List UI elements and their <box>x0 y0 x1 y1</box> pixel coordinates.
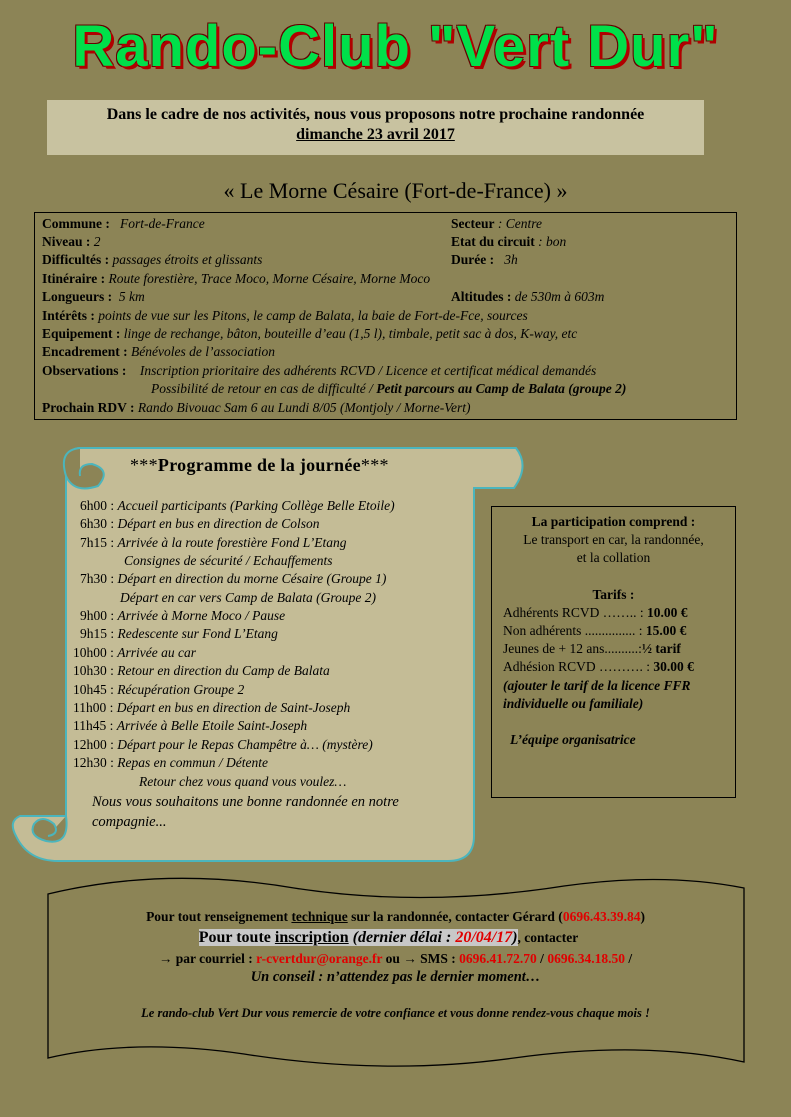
observations-label: Observations : <box>42 363 127 378</box>
info-row-niveau <box>42 233 101 251</box>
contact-line-channels: → par courriel : r-cvertdur@orange.fr ou → SMS : 0696.41.72.70 / 0696.34.18.50 / <box>158 951 633 966</box>
programme-item: 10h45 : Récupération Groupe 2 <box>73 682 245 697</box>
programme-closing: compagnie... <box>92 814 167 830</box>
difficultes-label: Difficultés : <box>42 252 110 267</box>
info-row-duree <box>451 251 518 269</box>
programme-closing: Nous vous souhaitons une bonne randonnée en notre <box>92 794 399 810</box>
info-row-observations-2 <box>151 380 626 398</box>
participation-text-2: et la collation <box>576 550 651 566</box>
tarifs-title: Tarifs : <box>592 586 635 602</box>
niveau-label: Niveau : <box>42 234 91 249</box>
contact-email[interactable]: r-cvertdur@orange.fr <box>256 951 383 966</box>
programme-item: Départ en car vers Camp de Balata (Groupe 2) <box>120 590 376 605</box>
rdv-label: Prochain RDV : <box>42 400 135 415</box>
altitudes-value: de 530m à 603m <box>514 289 605 304</box>
programme-item: 6h00 : Accueil participants (Parking Collège Belle Etoile) <box>80 498 395 513</box>
programme-item: 11h45 : Arrivée à Belle Etoile Saint-Joseph <box>73 718 308 733</box>
tarifs-box <box>491 506 736 798</box>
info-row-observations <box>42 362 596 380</box>
observations-value-bold: Petit parcours au Camp de Balata (groupe 2) <box>376 381 627 396</box>
intro-text: Dans le cadre de nos activités, nous vous proposons notre prochaine randonnée <box>106 106 645 123</box>
club-thanks: Le rando-club Vert Dur vous remercie de votre confiance et vous donne rendez-vous chaque mois ! <box>141 1006 650 1020</box>
team-signature: L’équipe organisatrice <box>510 732 636 748</box>
tarif-row: Non adhérents ............... : 15.00 € <box>503 623 687 639</box>
equipement-label: Equipement : <box>42 326 121 341</box>
commune-label: Commune : <box>42 216 110 231</box>
sms-phone-1[interactable]: 0696.41.72.70 <box>459 951 537 966</box>
programme-item: 11h00 : Départ en bus en direction de Saint-Joseph <box>73 700 351 715</box>
licence-note-1: (ajouter le tarif de la licence FFR <box>503 677 691 693</box>
programme-item: 9h00 : Arrivée à Morne Moco / Pause <box>80 608 286 623</box>
secteur-label: Secteur <box>451 216 495 231</box>
programme-item: 7h30 : Départ en direction du morne Césaire (Groupe 1) <box>80 571 387 586</box>
contact-advice: Un conseil : n’attendez pas le dernier moment… <box>250 969 541 985</box>
programme-stars-left: *** <box>130 455 158 475</box>
participation-title: La participation comprend : <box>531 514 696 529</box>
info-row-rdv <box>42 399 470 417</box>
info-row-encadrement <box>42 343 275 361</box>
programme-item: 12h00 : Départ pour le Repas Champêtre à… (mystère) <box>73 737 373 752</box>
difficultes-value: passages étroits et glissants <box>112 252 263 267</box>
hike-info-box <box>34 212 737 420</box>
niveau-value: 2 <box>93 234 101 249</box>
rdv-value: Rando Bivouac Sam 6 au Lundi 8/05 (Montjoly / Morne-Vert) <box>137 400 471 415</box>
gerard-phone: 0696.43.39.84 <box>562 909 641 924</box>
programme-item: Consignes de sécurité / Echauffements <box>124 553 333 568</box>
observations-value: Inscription prioritaire des adhérents RCVD / Licence et certificat médical demandés <box>139 363 597 378</box>
contact-line-inscription: Pour toute inscription (dernier délai : 20/04/17), contacter <box>198 929 579 946</box>
programme-title-text: Programme de la journée <box>157 455 361 475</box>
info-row-difficultes <box>42 251 262 269</box>
info-row-equipement <box>42 325 577 343</box>
duree-value: 3h <box>504 252 518 267</box>
etat-value: : bon <box>538 234 567 249</box>
page-title: Rando-Club "Vert Dur" <box>72 14 719 79</box>
commune-value: Fort-de-France <box>120 216 205 231</box>
programme-item: 10h00 : Arrivée au car <box>73 645 196 660</box>
programme-item: 12h30 : Repas en commun / Détente <box>73 755 268 770</box>
hike-title: « Le Morne Césaire (Fort-de-France) » <box>223 178 568 203</box>
info-row-etat <box>451 233 566 251</box>
deadline-date: 20/04/17 <box>455 929 513 946</box>
programme-item: 6h30 : Départ en bus en direction de Colson <box>80 516 320 531</box>
encadrement-value: Bénévoles de l’association <box>131 344 275 359</box>
longueurs-value: 5 km <box>118 289 145 304</box>
longueurs-label: Longueurs : <box>42 289 113 304</box>
info-row-longueurs <box>42 288 145 306</box>
sms-phone-2[interactable]: 0696.34.18.50 <box>547 951 625 966</box>
programme-stars-right: *** <box>360 455 389 475</box>
licence-note-2: individuelle ou familiale) <box>503 695 644 711</box>
participation-text-1: Le transport en car, la randonnée, <box>523 532 704 548</box>
info-row-altitudes <box>451 288 604 306</box>
itineraire-label: Itinéraire : <box>42 271 106 286</box>
altitudes-label: Altitudes : <box>451 289 512 304</box>
encadrement-label: Encadrement : <box>42 344 128 359</box>
etat-label: Etat du circuit <box>451 234 535 249</box>
programme-item: 7h15 : Arrivée à la route forestière Fond L’Etang <box>80 535 347 550</box>
intro-banner <box>47 100 704 155</box>
hike-date: dimanche 23 avril 2017 <box>296 126 455 143</box>
programme-item: 9h15 : Redescente sur Fond L’Etang <box>80 626 278 641</box>
info-row-commune <box>42 215 205 233</box>
programme-item: 10h30 : Retour en direction du Camp de Balata <box>73 663 330 678</box>
tarif-row: Adhésion RCVD ………. : 30.00 € <box>503 659 694 675</box>
contact-line-technique: Pour tout renseignement technique sur la randonnée, contacter Gérard (0696.43.39.84) <box>146 909 645 924</box>
duree-label: Durée : <box>451 252 495 267</box>
tarif-row: Jeunes de + 12 ans..........:½ tarif <box>503 641 681 657</box>
programme-title <box>130 455 389 476</box>
info-row-secteur <box>451 215 542 233</box>
info-row-itineraire <box>42 270 430 288</box>
interets-label: Intérêts : <box>42 308 95 323</box>
itineraire-value: Route forestière, Trace Moco, Morne Césaire, Morne Moco <box>108 271 431 286</box>
interets-value: points de vue sur les Pitons, le camp de Balata, la baie de Fort-de-Fce, sources <box>98 308 528 323</box>
equipement-value: linge de rechange, bâton, bouteille d’eau (1,5 l), timbale, petit sac à dos, K-way, etc <box>123 326 578 341</box>
info-row-interets <box>42 307 528 325</box>
programme-closing: Retour chez vous quand vous voulez… <box>139 774 347 789</box>
tarif-row: Adhérents RCVD …….. : 10.00 € <box>503 604 688 620</box>
observations-value-2: Possibilité de retour en cas de difficulté / <box>151 381 377 396</box>
secteur-value: : Centre <box>497 216 542 231</box>
